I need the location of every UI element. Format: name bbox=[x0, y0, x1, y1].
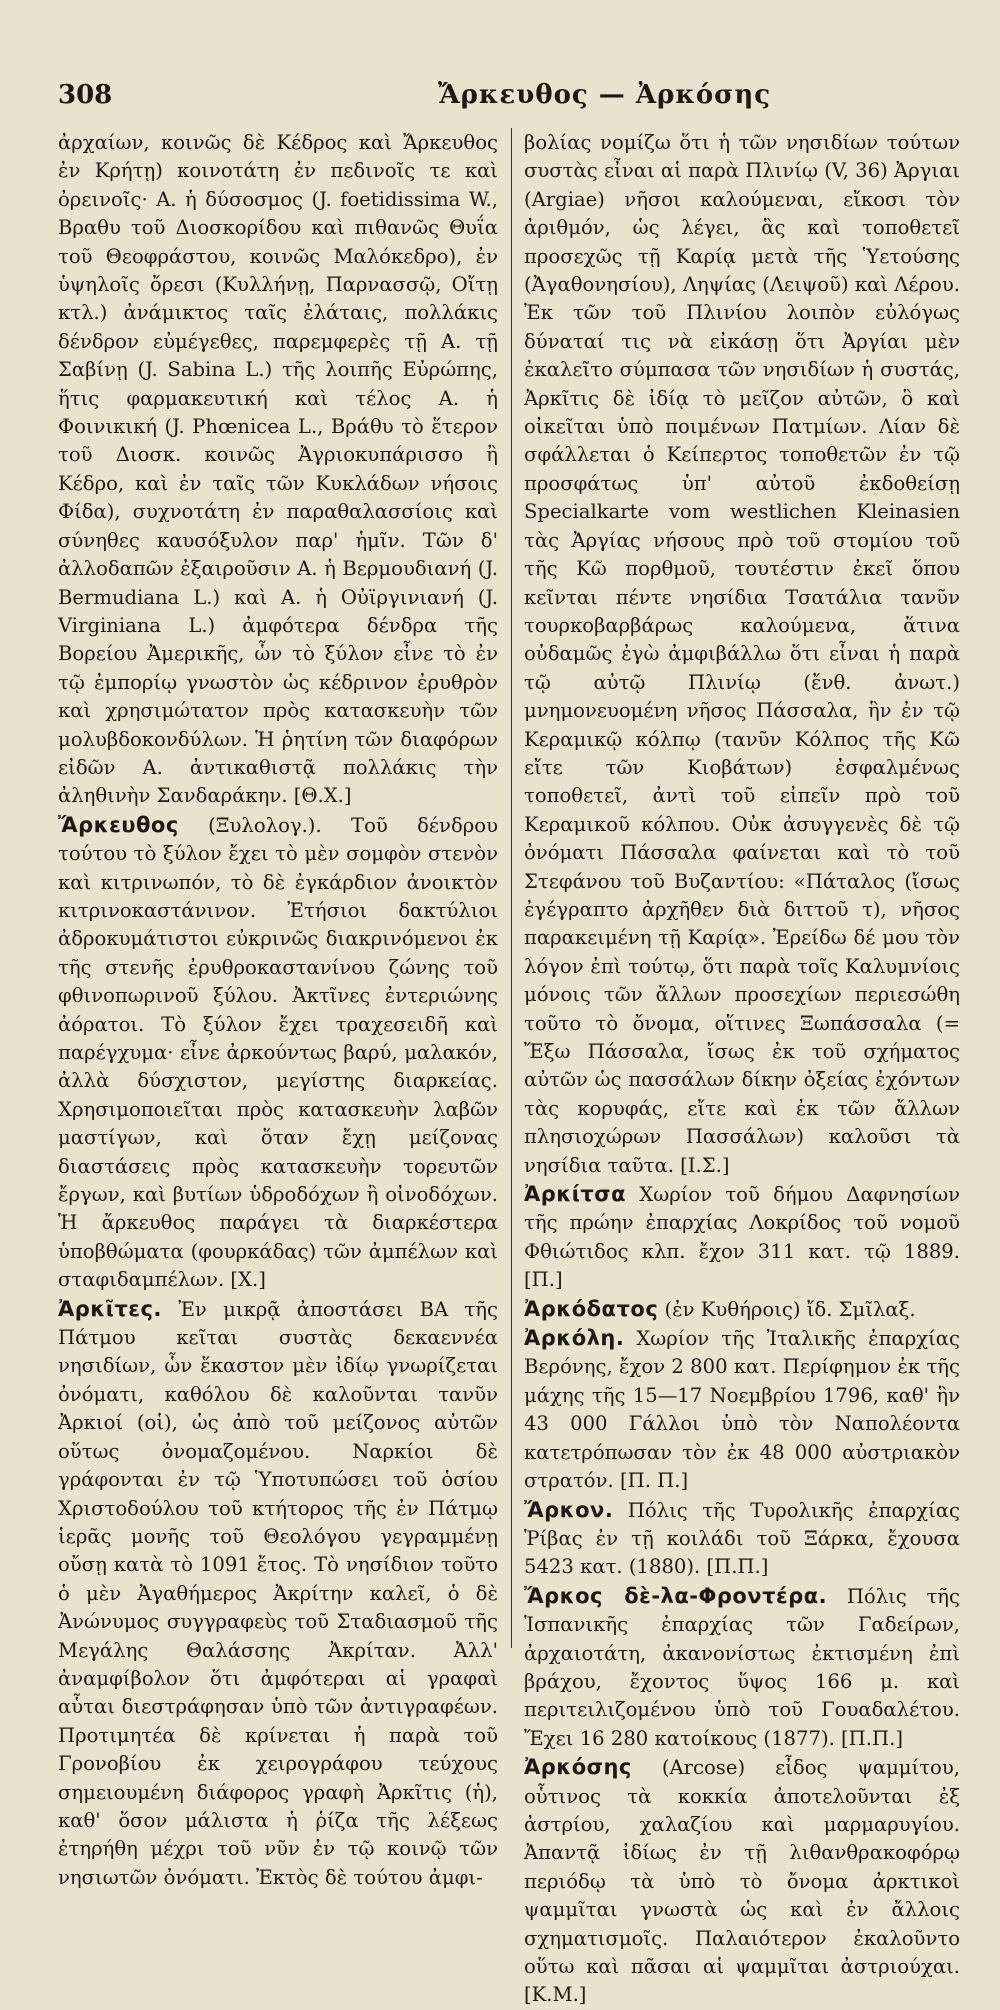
text-columns bbox=[58, 128, 960, 2007]
page-number: 308 bbox=[58, 80, 113, 110]
entry-headword: Ἀρκίτσα bbox=[524, 1182, 627, 1207]
entry-paragraph bbox=[58, 811, 498, 1295]
entry-text: (Ξυλολογ.). Τοῦ δένδρου τούτου τὸ ξύλον ἔχει τὸ μὲν σομφὸν στενὸν καὶ κιτρινωπόν, τὸ δὲ ἐγκάρδιον ἀνοικτὸν κιτρινοκαστάνινον. Ἐτήσιοι δακτύλιοι ἀδροκυμάτιστοι εὐκρινῶς διακρινόμενοι ἐκ τῆς στενῆς ἐρυθροκαστανίνου ζώνης τοῦ φθινοπωρινοῦ ξύλου. Ἀκτῖνες ἐντεριώνης ἀόρατοι. Τὸ ξύλον ἔχει τραχεσειδῆ καὶ παρέγχυμα· εἶνε ἀρκούντως βαρύ, μαλακόν, ἀλλὰ δύσχιστον, μεγίστης διαρκείας. Χρησιμοποιεῖται πρὸς κατασκευὴν λαβῶν μαστίγων, καὶ ὅταν ἔχῃ μείζονας διαστάσεις πρὸς κατασκευὴν τορευτῶν ἔργων, καὶ βυτίων ὑδροδόχων ἢ οἰνοδόχων. Ἡ ἄρκευθος παράγει τὰ διαρκέστερα ὑποβθώματα (φουρκάδας) τῶν ἀμπέλων καὶ σταφιδαμπέλων. [Χ.] bbox=[58, 813, 498, 1292]
entry-text: βολίας νομίζω ὅτι ἡ τῶν νησιδίων τούτων συστὰς εἶναι αἱ παρὰ Πλινίῳ (V, 36) Ἀργιαι (Argiae) νῆσοι καλούμεναι, εἴκοσι τὸν ἀριθμόν, ὡς λέγει, ἃς καὶ τοποθετεῖ προσεχῶς τῇ Καρίᾳ μετὰ τῆς Ὑετούσης (Ἀγαθονησίου), Ληψίας (Λειψοῦ) καὶ Λέρου. Ἐκ τῶν τοῦ Πλινίου λοιπὸν εὐλόγως δύναταί τις νὰ εἰκάσῃ ὅτι Ἀργίαι μὲν ἐκαλεῖτο σύμπασα τῶν νησιδίων ἡ συστάς, Ἀρκῖτις δὲ ἰδίᾳ τὸ μεῖζον αὐτῶν, ὃ καὶ οἰκεῖται ὑπὸ ποιμένων Πατμίων. Λίαν δὲ σφάλλεται ὁ Κείπερτος τοποθετῶν ἐν τῷ προσφάτως ὑπ' αὐτοῦ ἐκδοθείσῃ Specialkarte vom westlichen Kleinasien τὰς Ἀργίας νήσους πρὸ τοῦ στομίου τοῦ τῆς Κῶ πορθμοῦ, τουτέστιν ἐκεῖ ὅπου κεῖνται πέντε νησίδια Τσατάλια τανῦν τουρκοβαρβάρως καλούμενα, ἅτινα οὐδαμῶς ἐγὼ ἀμφιβάλλω ὅτι εἶναι ἡ παρὰ τῷ αὐτῷ Πλινίῳ (ἔνθ. ἀνωτ.) μνημονευομένη νῆσος Πάσσαλα, ἣν ἐν τῷ Κεραμικῷ κόλπῳ (τανῦν Κόλπος τῆς Κῶ εἴτε τῶν Κιοβάτων) ἐσφαλμένως τοποθετεῖ, ἀντὶ τοῦ εἰπεῖν πρὸ τοῦ Κεραμικοῦ κόλπου. Οὐκ ἀσυγγενὲς δὲ τῷ ὀνόματι Πάσσαλα φαίνεται καὶ τὸ τοῦ Στεφάνου τοῦ Βυζαντίου: «Πάταλος (ἴσως ἐγέγραπτο ἀρχῆθεν διὰ διττοῦ τ), νῆσος παρακειμένη τῇ Καρίᾳ». Ἐρείδω δέ μου τὸν λόγον ἐπὶ τούτῳ, ὅτι παρὰ τοῖς Καλυμνίοις μόνοις τῶν ἄλλων προσεχίων περιεσώθη τοῦτο τὸ ὄνομα, οἵτινες Ξωπάσσαλα (= Ἔξω Πάσσαλα, ἴσως ἐκ τοῦ σχήματος αὐτῶν ὡς πασσάλων δίκην ὀξείας ἐχόντων τὰς κορυφάς, εἴτε καὶ ἐκ τῶν ἄλλων πλησιοχώρων Πασσάλων) καλοῦσι τὰ νησίδια ταῦτα. [Ι.Σ.] bbox=[524, 131, 960, 1177]
left-column bbox=[58, 128, 498, 1889]
entry-paragraph bbox=[524, 1180, 960, 1295]
entry-headword: Ἀρκῖτες. bbox=[58, 1296, 162, 1321]
entry-headword: Ἄρκευθος bbox=[58, 812, 179, 837]
entry-text: Ἐν μικρᾷ ἀποστάσει ΒΑ τῆς Πάτμου κεῖται συστὰς δεκαεννέα νησιδίων, ὧν ἕκαστον μὲν ἰδίῳ γνωρίζεται ὀνόματι, καθόλου δὲ καλοῦνται τανῦν Ἀρκιοί (οἱ), ὡς ἀπὸ τοῦ μείζονος αὐτῶν οὕτως ὀνομαζομένου. Ναρκίοι δὲ γράφονται ἐν τῷ Ὑποτυπώσει τοῦ ὁσίου Χριστοδούλου τοῦ κτήτορος τῆς ἐν Πάτμῳ ἱερᾶς μονῆς τοῦ Θεολόγου γεγραμμένῃ οὔσῃ κατὰ τὸ 1091 ἔτος. Τὸ νησίδιον τοῦτο ὁ μὲν Ἀγαθήμερος Ἀκρίτην καλεῖ, ὁ δὲ Ἀνώνυμος συγγραφεὺς τοῦ Σταδιασμοῦ τῆς Μεγάλης Θαλάσσης Ἀκρίταν. Ἀλλ' ἀναμφίβολον ὅτι ἀμφότεραι αἱ γραφαὶ αὗται διεστράφησαν ὑπὸ τῶν ἀντιγραφέων. Προτιμητέα δὲ κρίνεται ἡ παρὰ τοῦ Γρονοβίου ἐκ χειρογράφου τεύχους σημειουμένη διάφορος γραφὴ Ἀρκῖτις (ἡ), καθ' ὅσον μάλιστα ἡ ῥίζα τῆς λέξεως ἐτηρήθη μέχρι τοῦ νῦν ἐν τῷ κοινῷ τῶν νησιωτῶν ὀνόματι. Ἐκτὸς δὲ τούτου ἀμφι- bbox=[58, 1297, 498, 1889]
entry-text: Πόλις τῆς Τυρολικῆς ἐπαρχίας Ῥίβας ἐν τῇ κοιλάδι τοῦ Ξάρκα, ἔχουσα 5423 κατ. (1880). [Π.Π.] bbox=[524, 1498, 960, 1579]
entry-text: (ἐν Κυθήροις) ἴδ. Σμῖλαξ. bbox=[664, 1297, 916, 1321]
entry-paragraph bbox=[524, 128, 960, 1180]
page-header bbox=[58, 70, 960, 110]
entry-paragraph bbox=[524, 1295, 960, 1324]
entry-text: (Arcose) εἶδος ψαμμίτου, οὗτινος τὰ κοκκία ἀποτελοῦνται ἐξ ἀστρίου, χαλαζίου καὶ μαρμαρυγίου. Ἀπαντᾷ ἰδίως ἐν τῇ λιθανθρακοφόρῳ περιόδῳ τὰ ὑπὸ τὸ ὄνομα ἀρκτικοὶ ψαμμῖται γνωστὰ ὡς καὶ ἐν ἄλλοις σχηματισμοῖς. Παλαιότερον ἐκαλοῦντο οὕτω καὶ πᾶσαι αἱ ψαμμῖται ἀστριούχαι. [Κ.Μ.] bbox=[524, 1756, 960, 2007]
entry-headword: Ἀρκόλη. bbox=[524, 1326, 625, 1351]
entry-headword: Ἀρκόσης bbox=[524, 1755, 632, 1780]
entry-paragraph bbox=[524, 1496, 960, 1582]
right-column bbox=[524, 128, 960, 2007]
entry-text: Πόλις τῆς Ἱσπανικῆς ἐπαρχίας τῶν Γαδείρων, ἀρχαιοτάτη, ἀκανονίστως ἐκτισμένη ἐπὶ βράχου, ἔχοντος ὕψος 166 μ. καὶ περιτειλιζομένου ὑπὸ τοῦ Γουαδαλέτου. Ἔχει 16 280 κατοίκους (1877). [Π.Π.] bbox=[524, 1584, 960, 1750]
entry-text: Χωρίον τοῦ δήμου Δαφνησίων τῆς πρώην ἐπαρχίας Λοκρίδος τοῦ νομοῦ Φθιώτιδος κλπ. ἔχον 311 κατ. τῷ 1889. [Π.] bbox=[524, 1183, 960, 1292]
entry-headword: Ἀρκόδατος bbox=[524, 1296, 659, 1321]
entry-paragraph bbox=[58, 1295, 498, 1893]
entry-paragraph bbox=[524, 1582, 960, 1753]
entry-headword: Ἄρκος δὲ-λα-Φροντέρα. bbox=[524, 1583, 828, 1608]
entry-paragraph bbox=[58, 128, 498, 811]
entry-paragraph bbox=[524, 1324, 960, 1495]
entry-text: ἀρχαίων, κοινῶς δὲ Κέδρος καὶ Ἄρκευθος ἐν Κρήτῃ) κοινοτάτη ἐν πεδινοῖς τε καὶ ὀρεινοῖς· Α. ἡ δύσοσμος (J. foetidissima W., Βραθυ τοῦ Διοσκορίδου καὶ πιθανῶς Θυΐα τοῦ Θεοφράστου, κοινῶς Μαλόκεδρο), ἐν ὑψηλοῖς ὄρεσι (Κυλλήνῃ, Παρνασσῷ, Οἴτῃ κτλ.) ἀνάμικτος ταῖς ἐλάταις, πολλάκις δένδρον εὐμέγεθες, παρεμφερὲς τῇ Α. τῇ Σαβίνῃ (J. Sabina L.) τῆς λοιπῆς Εὐρώπης, ἥτις φαρμακευτική καὶ τέλος Α. ἡ Φοινικική (J. Phœnicea L., Βράθυ τὸ ἕτερον τοῦ Διοσκ. κοινῶς Ἀγριοκυπάρισσο ἢ Κέδρο, καὶ ἐν ταῖς τῶν Κυκλάδων νήσοις Φίδα), συχνοτάτη ἐν παραθαλασσίοις καὶ σύνηθες καυσόξυλον παρ' ἡμῖν. Τῶν δ' ἀλλοδαπῶν ἐξαιροῦσιν Α. ἡ Βερμουδιανή (J. Bermudiana L.) καὶ Α. ἡ Οὐϊργινιανή (J. Virginiana L.) ἀμφότερα δένδρα τῆς Βορείου Ἀμερικῆς, ὧν τὸ ξύλον εἶνε τὸ ἐν τῷ ἐμπορίῳ γνωστὸν ὡς κέδρινον ἐρυθρὸν καὶ χρησιμώτατον πρὸς κατασκευὴν τῶν μολυβδοκονδύλων. Ἡ ῥητίνη τῶν διαφόρων εἰδῶν Α. ἀντικαθιστᾷ πολλάκις τὴν ἀληθινὴν Σανδαράκην. [Θ.Χ.] bbox=[58, 131, 498, 808]
running-head: Ἄρκευθος — Ἀρκόσης bbox=[438, 80, 772, 110]
column-divider bbox=[511, 128, 512, 1648]
entry-headword: Ἄρκον. bbox=[524, 1497, 614, 1522]
entry-paragraph bbox=[524, 1753, 960, 2010]
entry-text: Χωρίον τῆς Ἰταλικῆς ἐπαρχίας Βερόνης, ἔχον 2 800 κατ. Περίφημον ἐκ τῆς μάχης τῆς 15—17 Νοεμβρίου 1796, καθ' ἣν 43 000 Γάλλοι ὑπὸ τὸν Ναπολέοντα κατετρόπωσαν τὸν ἐκ 48 000 αὐστριακὸν στρατόν. [Π. Π.] bbox=[524, 1327, 960, 1493]
